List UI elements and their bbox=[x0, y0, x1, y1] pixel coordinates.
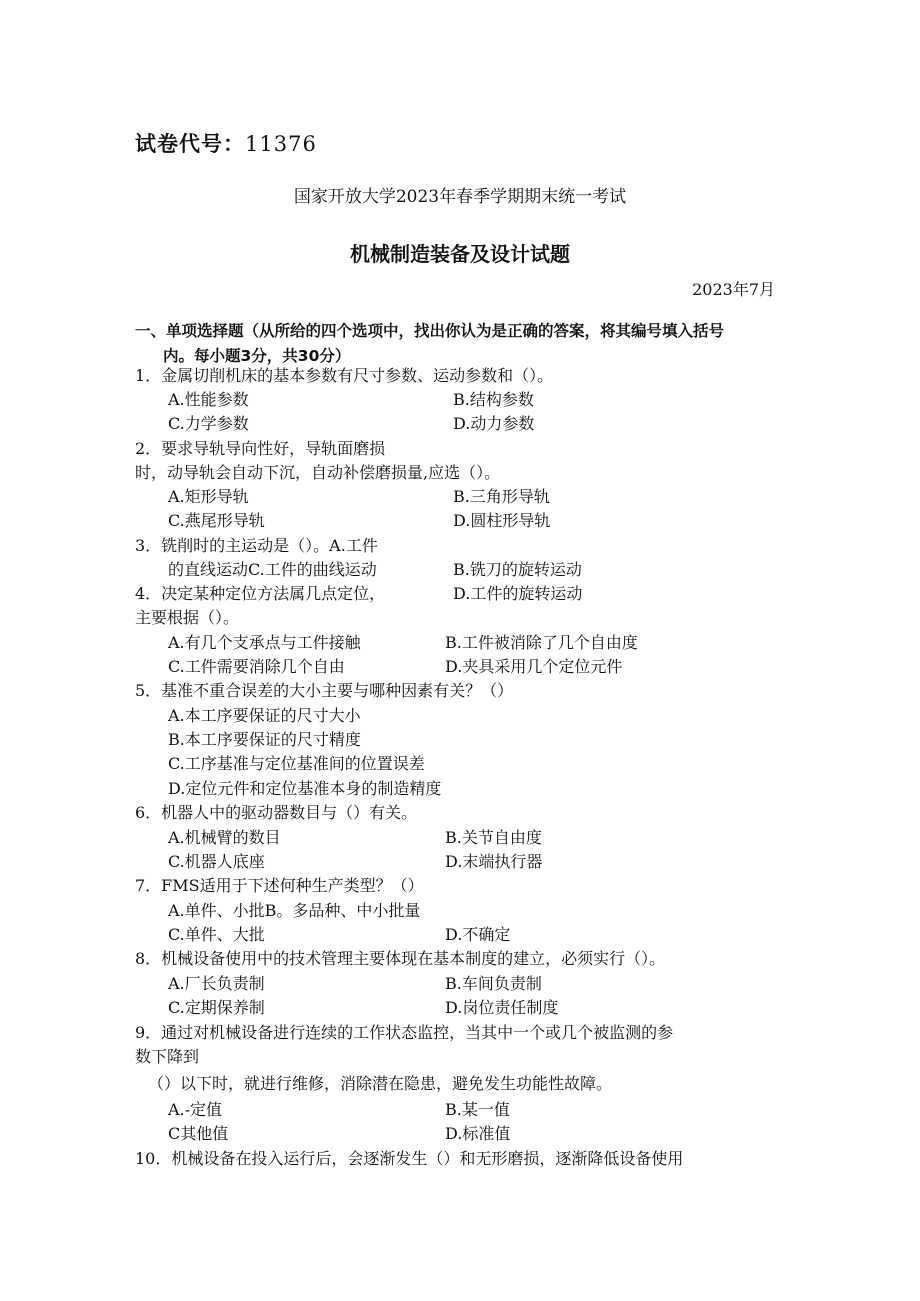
text-line: 9．通过对机械设备进行连续的工作状态监控，当其中一个或几个被监测的参 bbox=[135, 1023, 674, 1042]
text-line: C其他值 bbox=[168, 1124, 229, 1143]
text-line: 1．金属切削机床的基本参数有尺寸参数、运动参数和（）。 bbox=[135, 366, 554, 385]
text-line: D.圆柱形导轨 bbox=[453, 511, 551, 530]
text-line: C.力学参数 bbox=[168, 414, 249, 433]
text-line: C.工序基准与定位基准间的位置误差 bbox=[168, 754, 425, 773]
text-line: A.本工序要保证的尺寸大小 bbox=[168, 706, 361, 725]
text-line: C.燕尾形导轨 bbox=[168, 511, 265, 530]
text-line: D.标准值 bbox=[445, 1124, 511, 1143]
text-line: D.末端执行器 bbox=[445, 852, 543, 871]
text-line: 的直线运动C.工件的曲线运动 bbox=[168, 560, 377, 579]
exam-code-label: 试卷代号： bbox=[135, 132, 245, 156]
section-heading-line1: 一、单项选择题（从所给的四个选项中，找出你认为是正确的答案，将其编号填入括号 bbox=[135, 322, 725, 340]
text-line: A.-定值 bbox=[168, 1100, 223, 1119]
text-line: D.工件的旋转运动 bbox=[453, 584, 583, 603]
text-line: 10．机械设备在投入运行后，会逐渐发生（）和无形磨损，逐渐降低设备使用 bbox=[135, 1149, 684, 1168]
text-line: B.铣刀的旋转运动 bbox=[453, 560, 582, 579]
text-line: A.有几个支承点与工件接触 bbox=[168, 633, 361, 652]
text-line: D.岗位责任制度 bbox=[445, 998, 559, 1017]
section-heading-line2: 内。每小题3分，共30分） bbox=[163, 347, 351, 365]
text-line: A.矩形导轨 bbox=[168, 487, 249, 506]
text-line: D.定位元件和定位基准本身的制造精度 bbox=[168, 779, 442, 798]
text-line: B.某一值 bbox=[445, 1100, 510, 1119]
text-line: D.不确定 bbox=[445, 925, 511, 944]
text-line: 时，动导轨会自动下沉，自动补偿磨损量,应选（）。 bbox=[135, 463, 501, 482]
text-line: 4．决定某种定位方法属几点定位， bbox=[135, 584, 386, 603]
text-line: 7．FMS适用于下述何种生产类型？（） bbox=[135, 876, 424, 895]
text-line: A.机械臂的数目 bbox=[168, 828, 281, 847]
text-line: C.定期保养制 bbox=[168, 998, 265, 1017]
text-line: B.工件被消除了几个自由度 bbox=[445, 633, 638, 652]
text-line: B.三角形导轨 bbox=[453, 487, 550, 506]
page-title: 机械制造装备及设计试题 bbox=[350, 242, 570, 266]
section-heading bbox=[135, 319, 785, 369]
exam-code-value: 11376 bbox=[245, 132, 317, 156]
text-line: B.关节自由度 bbox=[445, 828, 542, 847]
text-line: B.本工序要保证的尺寸精度 bbox=[168, 730, 361, 749]
text-line: B.车间负责制 bbox=[445, 974, 542, 993]
university-exam-line: 国家开放大学2023年春季学期期末统一考试 bbox=[293, 187, 627, 207]
text-line: D.夹具采用几个定位元件 bbox=[445, 657, 623, 676]
text-line: A.性能参数 bbox=[168, 390, 249, 409]
text-line: 5．基准不重合误差的大小主要与哪种因素有关？（） bbox=[135, 681, 514, 700]
text-line: C.工件需要消除几个自由 bbox=[168, 657, 345, 676]
exam-code bbox=[135, 128, 317, 158]
text-line: A.厂长负责制 bbox=[168, 974, 265, 993]
exam-date: 2023年7月 bbox=[692, 280, 775, 299]
text-line: C.单件、大批 bbox=[168, 925, 265, 944]
text-line: D.动力参数 bbox=[453, 414, 535, 433]
text-line: 主要根据（）。 bbox=[135, 608, 240, 627]
text-line: B.结构参数 bbox=[453, 390, 534, 409]
text-line: 2．要求导轨导向性好，导轨面磨损 bbox=[135, 439, 386, 458]
text-line: 数下降到 bbox=[135, 1047, 200, 1066]
text-line: 6．机器人中的驱动器数目与（）有关。 bbox=[135, 803, 418, 822]
text-line: （）以下时，就进行维修，消除潜在隐患，避免发生功能性故障。 bbox=[148, 1074, 613, 1093]
text-line: 3．铣削时的主运动是（）。A.工件 bbox=[135, 536, 378, 555]
text-line: C.机器人底座 bbox=[168, 852, 265, 871]
text-line: 8．机械设备使用中的技术管理主要体现在基本制度的建立，必须实行（）。 bbox=[135, 949, 666, 968]
text-line: A.单件、小批B。多品种、中小批量 bbox=[168, 901, 421, 920]
